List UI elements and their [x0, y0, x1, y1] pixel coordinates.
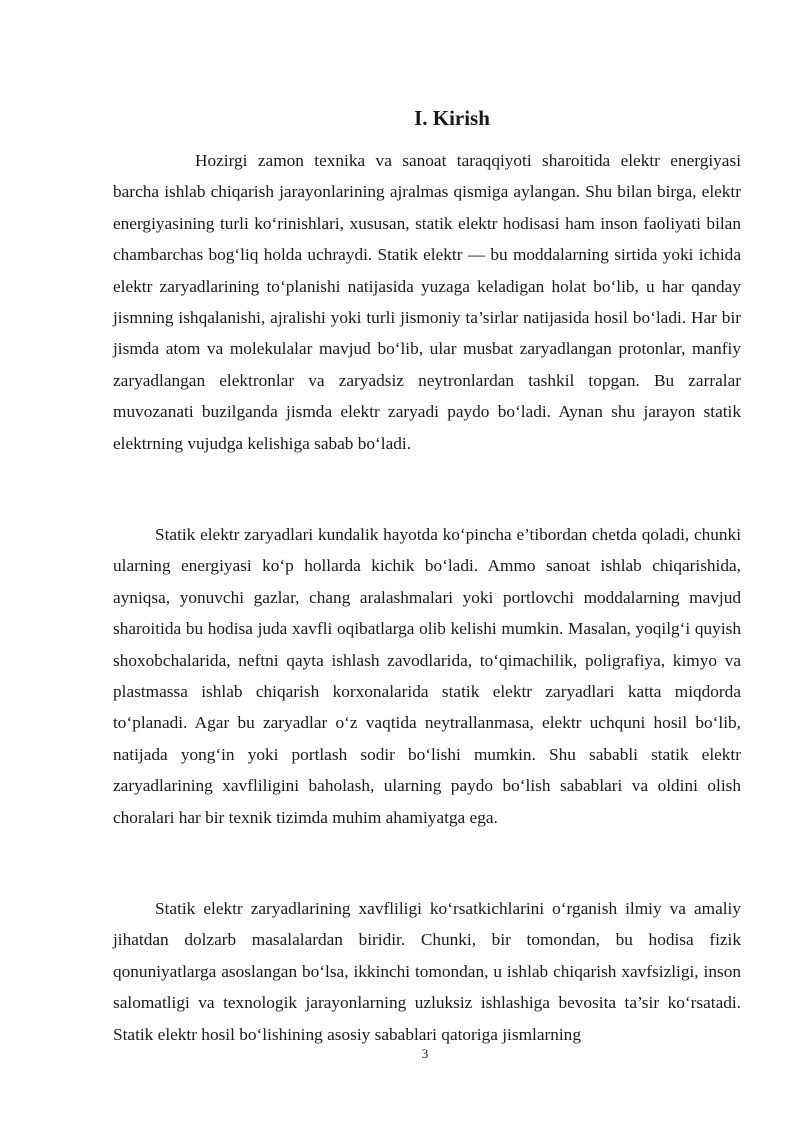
paragraph-relevance: Statik elektr zaryadlarining xavfliligi ko‘rsatkichlarini o‘rganish ilmiy va amaliy jihatdan dolzarb masalalardan biridir. Chunki, bir tomondan, bu hodisa fizik qonuniyatlarga asoslangan bo‘lsa, ikkinchi tomondan, u ishlab chiqarish xavfsizligi, inson salomatligi va texnologik jarayonlarning uzluksiz ishlashiga bevosita ta’sir ko‘rsatadi. Statik elektr hosil bo‘lishining asosiy sabablari qatoriga jismlarning [113, 899, 741, 1044]
paragraph-industrial-hazards: Statik elektr zaryadlari kundalik hayotda ko‘pincha e’tibordan chetda qoladi, chunki ularning energiyasi ko‘p hollarda kichik bo‘ladi. Ammo sanoat ishlab chiqarishida, ayniqsa, yonuvchi gazlar, chang aralashmalari yoki portlovchi moddalarning mavjud sharoitida bu hodisa juda xavfli oqibatlarga olib kelishi mumkin. Masalan, yoqilg‘i quyish shoxobchalarida, neftni qayta ishlash zavodlarida, to‘qimachilik, poligrafiya, kimyo va plastmassa ishlab chiqarish korxonalarida statik elektr zaryadlari katta miqdorda to‘planadi. Agar bu zaryadlar o‘z vaqtida neytrallanmasa, elektr uchquni hosil bo‘lib, natijada yong‘in yoki portlash sodir bo‘lishi mumkin. Shu sababli statik elektr zaryadlarining xavfliligini baholash, ularning paydo bo‘lish sabablari va oldini olish choralari har bir texnik tizimda muhim ahamiyatga ega. [113, 525, 741, 827]
paragraph-intro: Hozirgi zamon texnika va sanoat taraqqiyoti sharoitida elektr energiyasi barcha ishlab chiqarish jarayonlarining ajralmas qismiga aylangan. Shu bilan birga, elektr energiyasining turli ko‘rinishlari, xususan, statik elektr hodisasi ham inson faoliyati bilan chambarchas bog‘liq holda uchraydi. Statik elektr — bu moddalarning sirtida yoki ichida elektr zaryadlarining to‘planishi natijasida yuzaga keladigan holat bo‘lib, u har qanday jismning ishqalanishi, ajralishi yoki turli jismoniy ta’sirlar natijasida hosil bo‘ladi. Har bir jismda atom va molekulalar mavjud bo‘lib, ular musbat zaryadlangan protonlar, manfiy zaryadlangan elektronlar va zaryadsiz neytronlardan tashkil topgan. Bu zarralar muvozanati buzilganda jismda elektr zaryadi paydo bo‘ladi. Aynan shu jarayon statik elektrning vujudga kelishiga sabab bo‘ladi. [113, 151, 741, 453]
page-number: 3 [421, 1046, 429, 1061]
section-heading: I. Kirish [414, 106, 490, 130]
